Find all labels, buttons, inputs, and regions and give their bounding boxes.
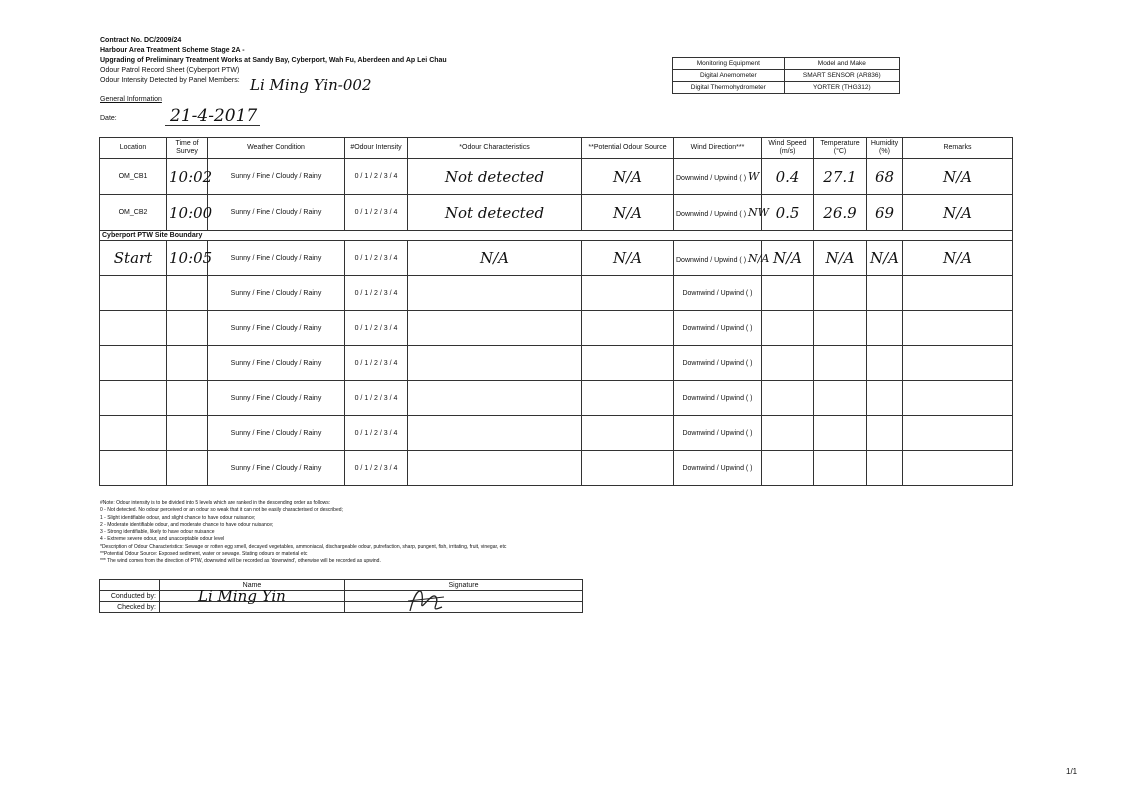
wind-direction-cell: Downwind / Upwind ( ) xyxy=(674,276,762,311)
table-header-row xyxy=(100,138,1013,159)
location-cell xyxy=(100,381,167,416)
characteristics-cell xyxy=(408,451,582,486)
characteristics-cell xyxy=(408,416,582,451)
source-cell xyxy=(582,311,674,346)
project-title-line: Harbour Area Treatment Scheme Stage 2A - xyxy=(100,47,245,54)
weather-cell: Sunny / Fine / Cloudy / Rainy xyxy=(208,451,345,486)
conducted-by-label: Conducted by: xyxy=(100,591,160,602)
column-header: Remarks xyxy=(903,138,1013,159)
column-header: Time of Survey xyxy=(167,138,208,159)
panel-members-label: Odour Intensity Detected by Panel Members: xyxy=(100,77,240,84)
note-line: 3 - Strong identifiable, likely to have odour nuisance xyxy=(100,529,215,536)
temperature-cell xyxy=(814,451,867,486)
wind-direction-value: W xyxy=(747,170,760,183)
humidity-cell xyxy=(867,346,903,381)
time-cell xyxy=(167,416,208,451)
wind-speed-cell: 0.5 xyxy=(762,195,814,231)
location-cell xyxy=(100,451,167,486)
wind-direction-cell xyxy=(674,159,762,195)
source-cell xyxy=(582,416,674,451)
table-row xyxy=(100,241,1013,276)
wind-direction-cell: Downwind / Upwind ( ) xyxy=(674,346,762,381)
remarks-cell: N/A xyxy=(903,241,1013,276)
wind-direction-cell: Downwind / Upwind ( ) xyxy=(674,311,762,346)
column-header: Temperature (°C) xyxy=(814,138,867,159)
temperature-cell xyxy=(814,381,867,416)
wind-direction-cell xyxy=(674,195,769,231)
remarks-cell xyxy=(903,381,1013,416)
intensity-cell: 0 / 1 / 2 / 3 / 4 xyxy=(345,451,408,486)
wind-speed-cell xyxy=(762,311,814,346)
column-header: Wind Speed (m/s) xyxy=(762,138,814,159)
humidity-cell: 69 xyxy=(867,195,903,231)
humidity-cell: N/A xyxy=(867,241,903,276)
source-cell xyxy=(582,276,674,311)
contract-number: Contract No. DC/2009/24 xyxy=(100,37,182,44)
wind-options-text: Downwind / Upwind ( ) xyxy=(676,256,747,264)
temperature-cell xyxy=(814,311,867,346)
equipment-table xyxy=(672,57,900,94)
table-row xyxy=(100,195,1013,231)
equipment-name: Digital Thermohydrometer xyxy=(673,82,785,94)
intensity-cell: 0 / 1 / 2 / 3 / 4 xyxy=(345,159,408,195)
column-header: Weather Condition xyxy=(208,138,345,159)
humidity-cell: 68 xyxy=(867,159,903,195)
intensity-cell: 0 / 1 / 2 / 3 / 4 xyxy=(345,311,408,346)
time-cell: 10:05 xyxy=(167,241,208,276)
time-cell: 10:02 xyxy=(167,159,208,195)
time-cell xyxy=(167,451,208,486)
note-line: 4 - Extreme severe odour, and unacceptable odour level xyxy=(100,536,225,543)
characteristics-cell: N/A xyxy=(408,241,582,276)
humidity-cell xyxy=(867,451,903,486)
intensity-cell: 0 / 1 / 2 / 3 / 4 xyxy=(345,346,408,381)
location-cell xyxy=(100,311,167,346)
intensity-cell: 0 / 1 / 2 / 3 / 4 xyxy=(345,241,408,276)
wind-direction-cell: Downwind / Upwind ( ) xyxy=(674,416,762,451)
remarks-cell xyxy=(903,346,1013,381)
odour-patrol-table xyxy=(99,137,1013,486)
weather-cell: Sunny / Fine / Cloudy / Rainy xyxy=(208,241,345,276)
panel-member-handwritten: Li Ming Yin-002 xyxy=(250,76,372,94)
time-cell xyxy=(167,346,208,381)
remarks-cell xyxy=(903,416,1013,451)
location-cell: OM_CB1 xyxy=(100,159,167,195)
wind-speed-cell: 0.4 xyxy=(762,159,814,195)
record-sheet-title: Odour Patrol Record Sheet (Cyberport PTW) xyxy=(100,67,240,74)
table-row xyxy=(100,159,1013,195)
wind-speed-cell xyxy=(762,346,814,381)
date-value-handwritten: 21-4-2017 xyxy=(170,106,258,126)
column-header: *Odour Characteristics xyxy=(408,138,582,159)
table-row xyxy=(100,451,1013,486)
page-number: 1/1 xyxy=(1066,767,1078,776)
time-cell: 10:00 xyxy=(167,195,208,231)
temperature-cell: 27.1 xyxy=(814,159,867,195)
wind-speed-cell xyxy=(762,416,814,451)
wind-direction-cell xyxy=(674,241,770,276)
signoff-corner xyxy=(100,580,160,591)
signature-header: Signature xyxy=(345,580,583,591)
table-row xyxy=(100,381,1013,416)
weather-cell: Sunny / Fine / Cloudy / Rainy xyxy=(208,311,345,346)
remarks-cell: N/A xyxy=(903,159,1013,195)
time-cell xyxy=(167,276,208,311)
wind-speed-cell xyxy=(762,381,814,416)
humidity-cell xyxy=(867,311,903,346)
weather-cell: Sunny / Fine / Cloudy / Rainy xyxy=(208,416,345,451)
checked-by-label: Checked by: xyxy=(100,602,160,613)
column-header: **Potential Odour Source xyxy=(582,138,674,159)
source-cell: N/A xyxy=(582,159,674,195)
wind-direction-cell: Downwind / Upwind ( ) xyxy=(674,451,762,486)
section-label: Cyberport PTW Site Boundary xyxy=(100,231,1013,241)
note-line: 0 - Not detected. No odour perceived or an odour so weak that it can not be easily characterised or described; xyxy=(100,507,343,514)
general-information-heading: General Information xyxy=(100,96,162,103)
equipment-name: Digital Anemometer xyxy=(673,70,785,82)
table-row xyxy=(100,416,1013,451)
signature-scribble xyxy=(406,583,446,617)
weather-cell: Sunny / Fine / Cloudy / Rainy xyxy=(208,195,345,231)
checked-signature-cell xyxy=(345,602,583,613)
column-header: #Odour Intensity xyxy=(345,138,408,159)
note-line: 2 - Moderate identifiable odour, and moderate chance to have odour nuisance; xyxy=(100,521,274,528)
name-header: Name xyxy=(160,580,345,591)
wind-direction-value: N/A xyxy=(747,251,770,265)
note-line: 1 - Slight identifiable odour, and slight chance to have odour nuisance; xyxy=(100,514,256,521)
column-header: Location xyxy=(100,138,167,159)
temperature-cell xyxy=(814,416,867,451)
weather-cell: Sunny / Fine / Cloudy / Rainy xyxy=(208,276,345,311)
wind-options-text: Downwind / Upwind ( ) xyxy=(676,211,747,218)
equipment-model: YORTER (THG312) xyxy=(784,82,899,94)
intensity-cell: 0 / 1 / 2 / 3 / 4 xyxy=(345,276,408,311)
wind-direction-cell: Downwind / Upwind ( ) xyxy=(674,381,762,416)
wind-speed-cell: N/A xyxy=(762,241,814,276)
temperature-cell: 26.9 xyxy=(814,195,867,231)
column-header: Humidity (%) xyxy=(867,138,903,159)
wind-speed-cell xyxy=(762,451,814,486)
project-subtitle-line: Upgrading of Preliminary Treatment Works at Sandy Bay, Cyberport, Wah Fu, Aberdeen and Ap Lei Chau xyxy=(100,57,447,64)
location-cell xyxy=(100,416,167,451)
humidity-cell xyxy=(867,276,903,311)
temperature-cell xyxy=(814,346,867,381)
remarks-cell: N/A xyxy=(903,195,1013,231)
conducted-name-handwritten: Li Ming Yin xyxy=(198,587,286,605)
location-cell: Start xyxy=(100,241,167,276)
weather-cell: Sunny / Fine / Cloudy / Rainy xyxy=(208,159,345,195)
humidity-cell xyxy=(867,416,903,451)
model-header: Model and Make xyxy=(784,58,899,70)
humidity-cell xyxy=(867,381,903,416)
weather-cell: Sunny / Fine / Cloudy / Rainy xyxy=(208,381,345,416)
time-cell xyxy=(167,311,208,346)
location-cell: OM_CB2 xyxy=(100,195,167,231)
equipment-header: Monitoring Equipment xyxy=(673,58,785,70)
conducted-signature-cell xyxy=(345,591,583,602)
remarks-cell xyxy=(903,311,1013,346)
source-cell xyxy=(582,381,674,416)
wind-speed-cell xyxy=(762,276,814,311)
source-cell xyxy=(582,451,674,486)
intensity-cell: 0 / 1 / 2 / 3 / 4 xyxy=(345,195,408,231)
temperature-cell: N/A xyxy=(814,241,867,276)
date-label: Date: xyxy=(100,115,117,122)
characteristics-cell xyxy=(408,311,582,346)
intensity-cell: 0 / 1 / 2 / 3 / 4 xyxy=(345,416,408,451)
remarks-cell xyxy=(903,276,1013,311)
source-cell: N/A xyxy=(582,195,674,231)
note-line: *** The wind comes from the direction of PTW, downwind will be recorded as 'downwind', otherwise will be recorded as upwind. xyxy=(100,558,381,565)
notes-block xyxy=(100,500,506,566)
table-row xyxy=(100,276,1013,311)
table-row xyxy=(100,346,1013,381)
intensity-cell: 0 / 1 / 2 / 3 / 4 xyxy=(345,381,408,416)
characteristics-cell xyxy=(408,346,582,381)
column-header: Wind Direction*** xyxy=(674,138,762,159)
date-underline xyxy=(165,125,260,126)
table-row xyxy=(100,311,1013,346)
equipment-model: SMART SENSOR (AR836) xyxy=(784,70,899,82)
temperature-cell xyxy=(814,276,867,311)
note-line: *Description of Odour Characteristics: Sewage or rotten egg smell, decayed vegetables, ammoniacal, dischargeable odour, putrefaction, sharp, pungent, fish, irritating, fruit, vinegar, etc xyxy=(100,543,507,550)
time-cell xyxy=(167,381,208,416)
characteristics-cell xyxy=(408,381,582,416)
section-row xyxy=(100,231,1013,241)
source-cell: N/A xyxy=(582,241,674,276)
signoff-table xyxy=(99,579,583,613)
wind-direction-value: NW xyxy=(747,206,769,219)
location-cell xyxy=(100,276,167,311)
characteristics-cell: Not detected xyxy=(408,159,582,195)
characteristics-cell xyxy=(408,276,582,311)
remarks-cell xyxy=(903,451,1013,486)
note-line: **Potential Odour Source: Exposed sediment, water or sewage. Stating odours or material etc xyxy=(100,551,308,558)
characteristics-cell: Not detected xyxy=(408,195,582,231)
location-cell xyxy=(100,346,167,381)
source-cell xyxy=(582,346,674,381)
weather-cell: Sunny / Fine / Cloudy / Rainy xyxy=(208,346,345,381)
wind-options-text: Downwind / Upwind ( ) xyxy=(676,175,747,182)
note-line: #Note: Odour intensity is to be divided into 5 levels which are ranked in the descending order as follows: xyxy=(100,500,331,506)
